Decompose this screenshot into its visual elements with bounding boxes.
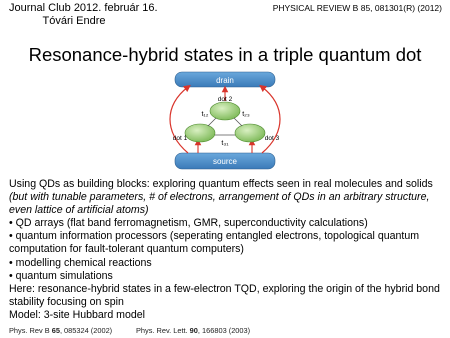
source-label: source (212, 157, 238, 166)
slide-title: Resonance-hybrid states in a triple quantum dot (28, 44, 422, 65)
citation-label: PHYSICAL REVIEW B 85, 081301(R) (2012) (272, 3, 442, 13)
reference-2 (136, 326, 250, 336)
intro-italic: (but with tunable parameters, # of electrons, arrangement of QDs in an arbitrary structure, even lattice of artificial atoms) (9, 191, 430, 217)
dot1-label: dot 1 (172, 135, 188, 142)
journal-club-label: Journal Club 2012. február 16. (9, 2, 158, 14)
here-line: Here: resonance-hybrid states in a few-electron TQD, exploring the origin of the hybrid bond stability focusing on spin (9, 282, 440, 308)
bullet-item: • quantum information processors (seperating entangled electrons, topological quantum computation for fault-tolerant quantum computers) (9, 230, 420, 256)
ref2-volume: 90 (189, 326, 198, 335)
ref2-journal: Phys. Rev. Lett. (136, 326, 190, 335)
dot2-shape (210, 102, 240, 120)
ref1-volume: 65 (51, 326, 60, 335)
ref2-rest: , 166803 (2003) (197, 326, 251, 335)
dot3-shape (235, 124, 265, 142)
tqd-diagram (158, 69, 292, 173)
ref1-journal: Phys. Rev B (9, 326, 52, 335)
triple-quantum-dot-figure (158, 69, 292, 173)
t12-label: t₁₂ (201, 111, 209, 118)
bullet-item: • quantum simulations (9, 269, 113, 282)
author-name: Tóvári Endre (42, 15, 106, 27)
t23-label: t₂₃ (242, 111, 250, 118)
arrow-right-outer (262, 87, 280, 153)
coupling-t12 (208, 118, 216, 126)
arrow-left-outer (170, 87, 188, 153)
references (9, 326, 251, 336)
ref1-rest: , 085324 (2002) (59, 326, 113, 335)
bullet-item: • QD arrays (flat band ferromagnetism, GMR, superconductivity calculations) (9, 217, 368, 230)
intro-paragraph (9, 178, 441, 217)
t31-label: t₃₁ (221, 140, 229, 147)
dot3-label: dot 3 (264, 135, 280, 142)
drain-label: drain (216, 76, 234, 85)
dot2-label: dot 2 (217, 96, 233, 103)
intro-normal: Using QDs as building blocks: exploring quantum effects seen in real molecules and solids (9, 178, 433, 190)
coupling-t23 (234, 118, 242, 126)
header-left (9, 2, 158, 28)
model-line: Model: 3-site Hubbard model (9, 308, 146, 321)
body-text (9, 178, 441, 322)
bullet-item: • modelling chemical reactions (9, 256, 152, 269)
dot1-shape (185, 124, 215, 142)
reference-1 (9, 326, 112, 335)
